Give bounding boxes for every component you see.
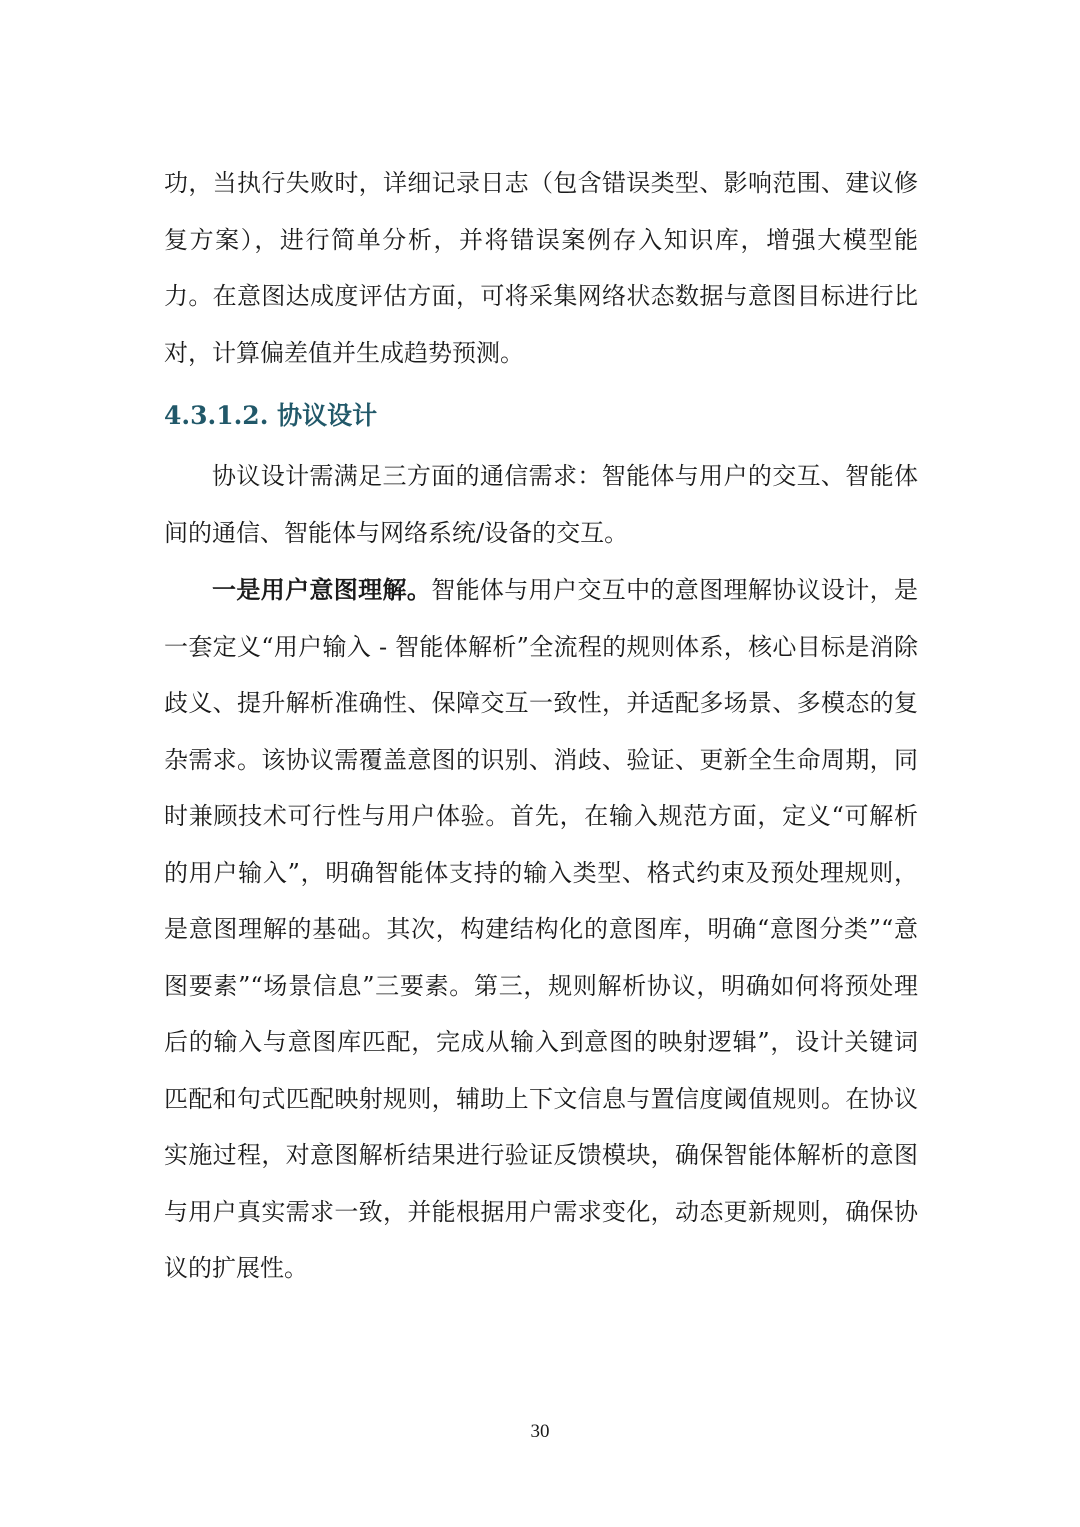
- page-number: 30: [530, 1421, 550, 1442]
- section-heading: 4.3.1.2. 协议设计: [164, 401, 378, 430]
- continued-paragraph: 功，当执行失败时，详细记录日志（包含错误类型、影响范围、建议修复方案），进行简单分析，并将错误案例存入知识库，增强大模型能力。在意图达成度评估方面，可将采集网络状态数据与意图目标进行比对，计算偏差值并生成趋势预测。: [164, 169, 918, 367]
- paragraph-lead-bold: 一是用户意图理解。: [212, 576, 432, 604]
- intro-paragraph: 协议设计需满足三方面的通信需求：智能体与用户的交互、智能体间的通信、智能体与网络系统/设备的交互。: [164, 462, 918, 547]
- main-paragraph: [164, 562, 918, 1297]
- paragraph-body: 智能体与用户交互中的意图理解协议设计，是一套定义“用户输入 - 智能体解析”全流程的规则体系，核心目标是消除歧义、提升解析准确性、保障交互一致性，并适配多场景、多模态的复杂需求。该协议需覆盖意图的识别、消歧、验证、更新全生命周期，同时兼顾技术可行性与用户体验。首先，在输入规范方面，定义“可解析的用户输入”，明确智能体支持的输入类型、格式约束及预处理规则，是意图理解的基础。其次，构建结构化的意图库，明确“意图分类”“意图要素”“场景信息”三要素。第三，规则解析协议，明确如何将预处理后的输入与意图库匹配，完成从输入到意图的映射逻辑”，设计关键词匹配和句式匹配映射规则，辅助上下文信息与置信度阈值规则。在协议实施过程，对意图解析结果进行验证反馈模块，确保智能体解析的意图与用户真实需求一致，并能根据用户需求变化，动态更新规则，确保协议的扩展性。: [164, 576, 919, 1282]
